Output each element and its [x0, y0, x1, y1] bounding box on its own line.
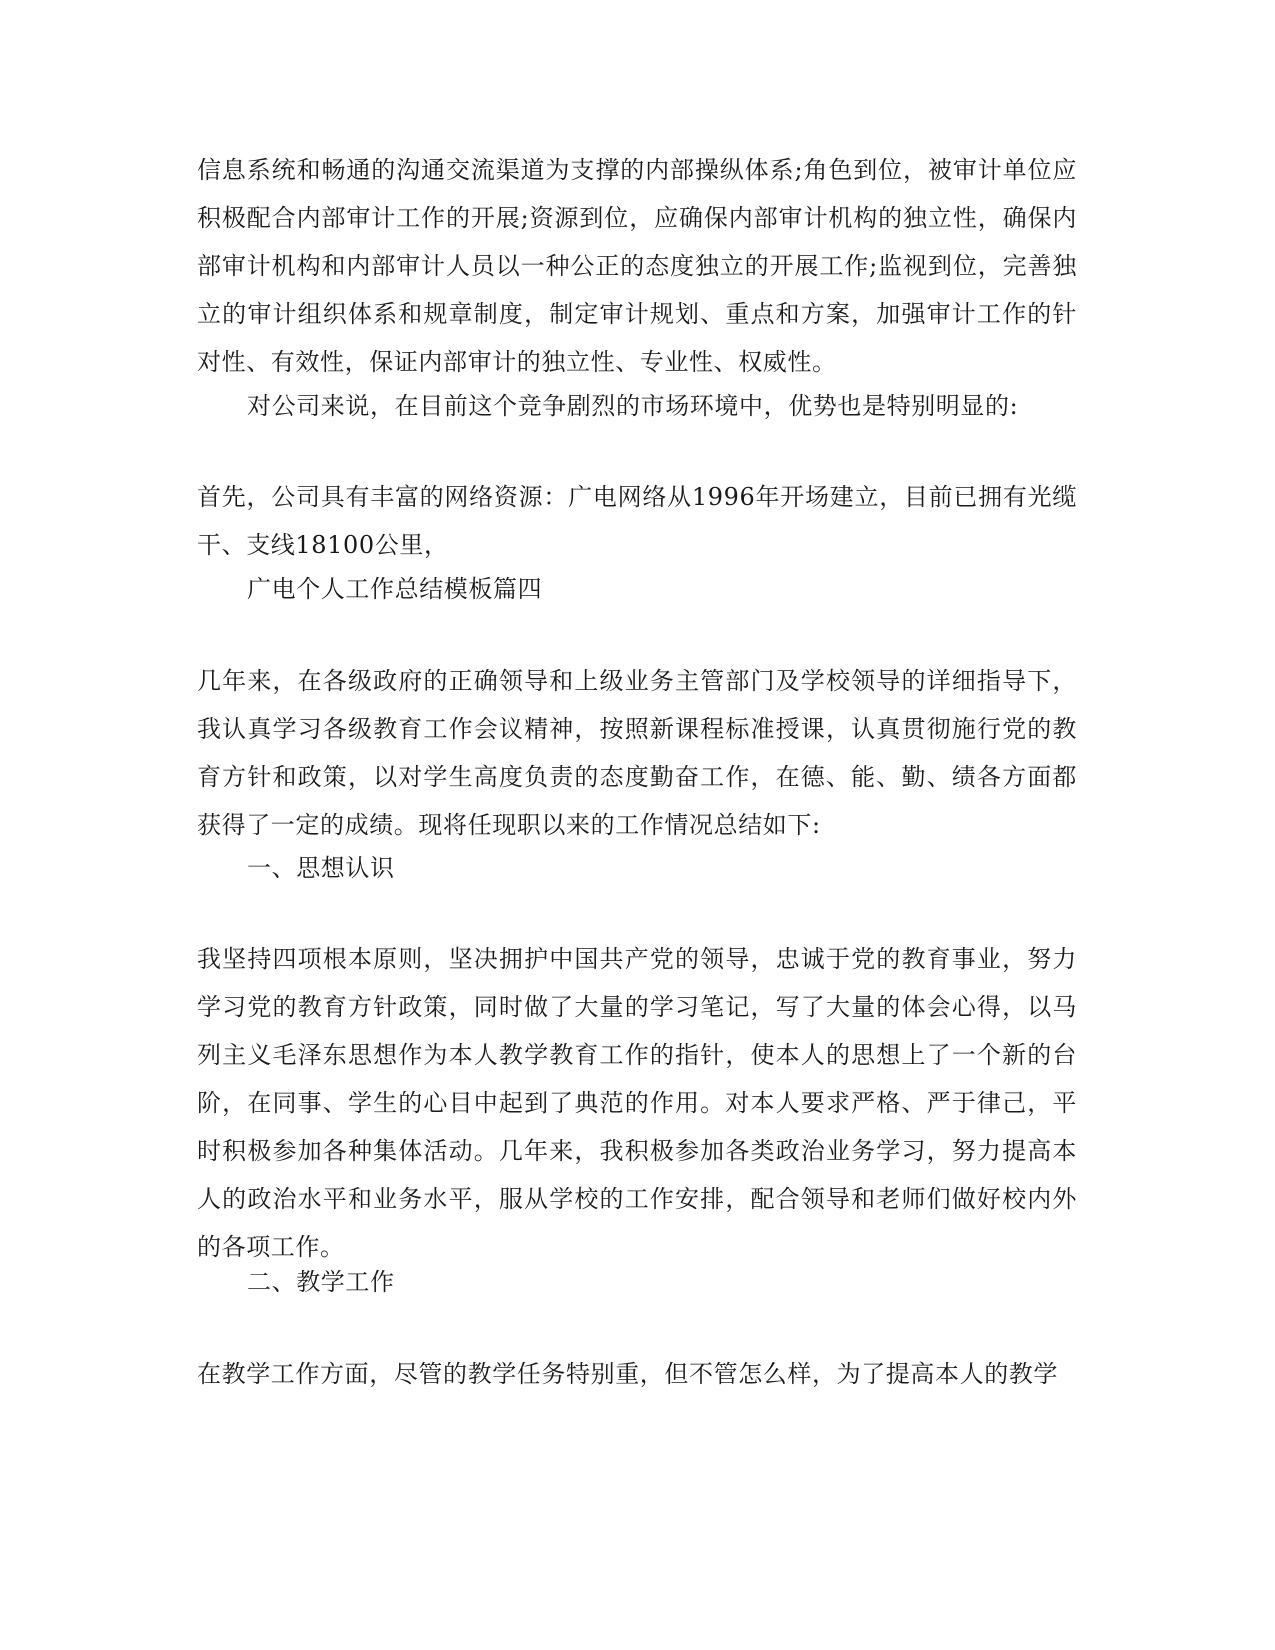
section-heading-teaching: 二、教学工作 — [247, 1268, 395, 1296]
paragraph-network-resources: 首先，公司具有丰富的网络资源：广电网络从1996年开场建立，目前已拥有光缆干、支线18100公里， — [197, 483, 1077, 559]
paragraph-ideology: 我坚持四项根本原则，坚决拥护中国共产党的领导，忠诚于党的教育事业，努力学习党的教育方针政策，同时做了大量的学习笔记，写了大量的体会心得，以马列主义毛泽东思想作为本人教学教育工作的指针，使本人的思想上了一个新的台阶，在同事、学生的心目中起到了典范的作用。对本人要求严格、严于律己，平时积极参加各种集体活动。几年来，我积极参加各类政治业务学习，努力提高本人的政治水平和业务水平，服从学校的工作安排，配合领导和老师们做好校内外的各项工作。 — [197, 945, 1077, 1261]
paragraph-intro-summary: 几年来，在各级政府的正确领导和上级业务主管部门及学校领导的详细指导下，我认真学习各级教育工作会议精神，按照新课程标准授课，认真贯彻施行党的教育方针和政策，以对学生高度负责的态度勤奋工作，在德、能、勤、绩各方面都获得了一定的成绩。现将任现职以来的工作情况总结如下: — [197, 667, 1077, 839]
section-heading-part-four: 广电个人工作总结模板篇四 — [247, 575, 543, 603]
section-heading-ideology: 一、思想认识 — [247, 854, 395, 882]
paragraph-audit-system: 信息系统和畅通的沟通交流渠道为支撑的内部操纵体系;角色到位，被审计单位应积极配合内部审计工作的开展;资源到位，应确保内部审计机构的独立性，确保内部审计机构和内部审计人员以一种公正的态度独立的开展工作;监视到位，完善独立的审计组织体系和规章制度，制定审计规划、重点和方案，加强审计工作的针对性、有效性，保证内部审计的独立性、专业性、权威性。 — [197, 156, 1077, 376]
paragraph-teaching: 在教学工作方面，尽管的教学任务特别重，但不管怎么样，为了提高本人的教学 — [197, 1360, 1058, 1388]
paragraph-company-advantage: 对公司来说，在目前这个竞争剧烈的市场环境中，优势也是特别明显的: — [247, 392, 1019, 420]
